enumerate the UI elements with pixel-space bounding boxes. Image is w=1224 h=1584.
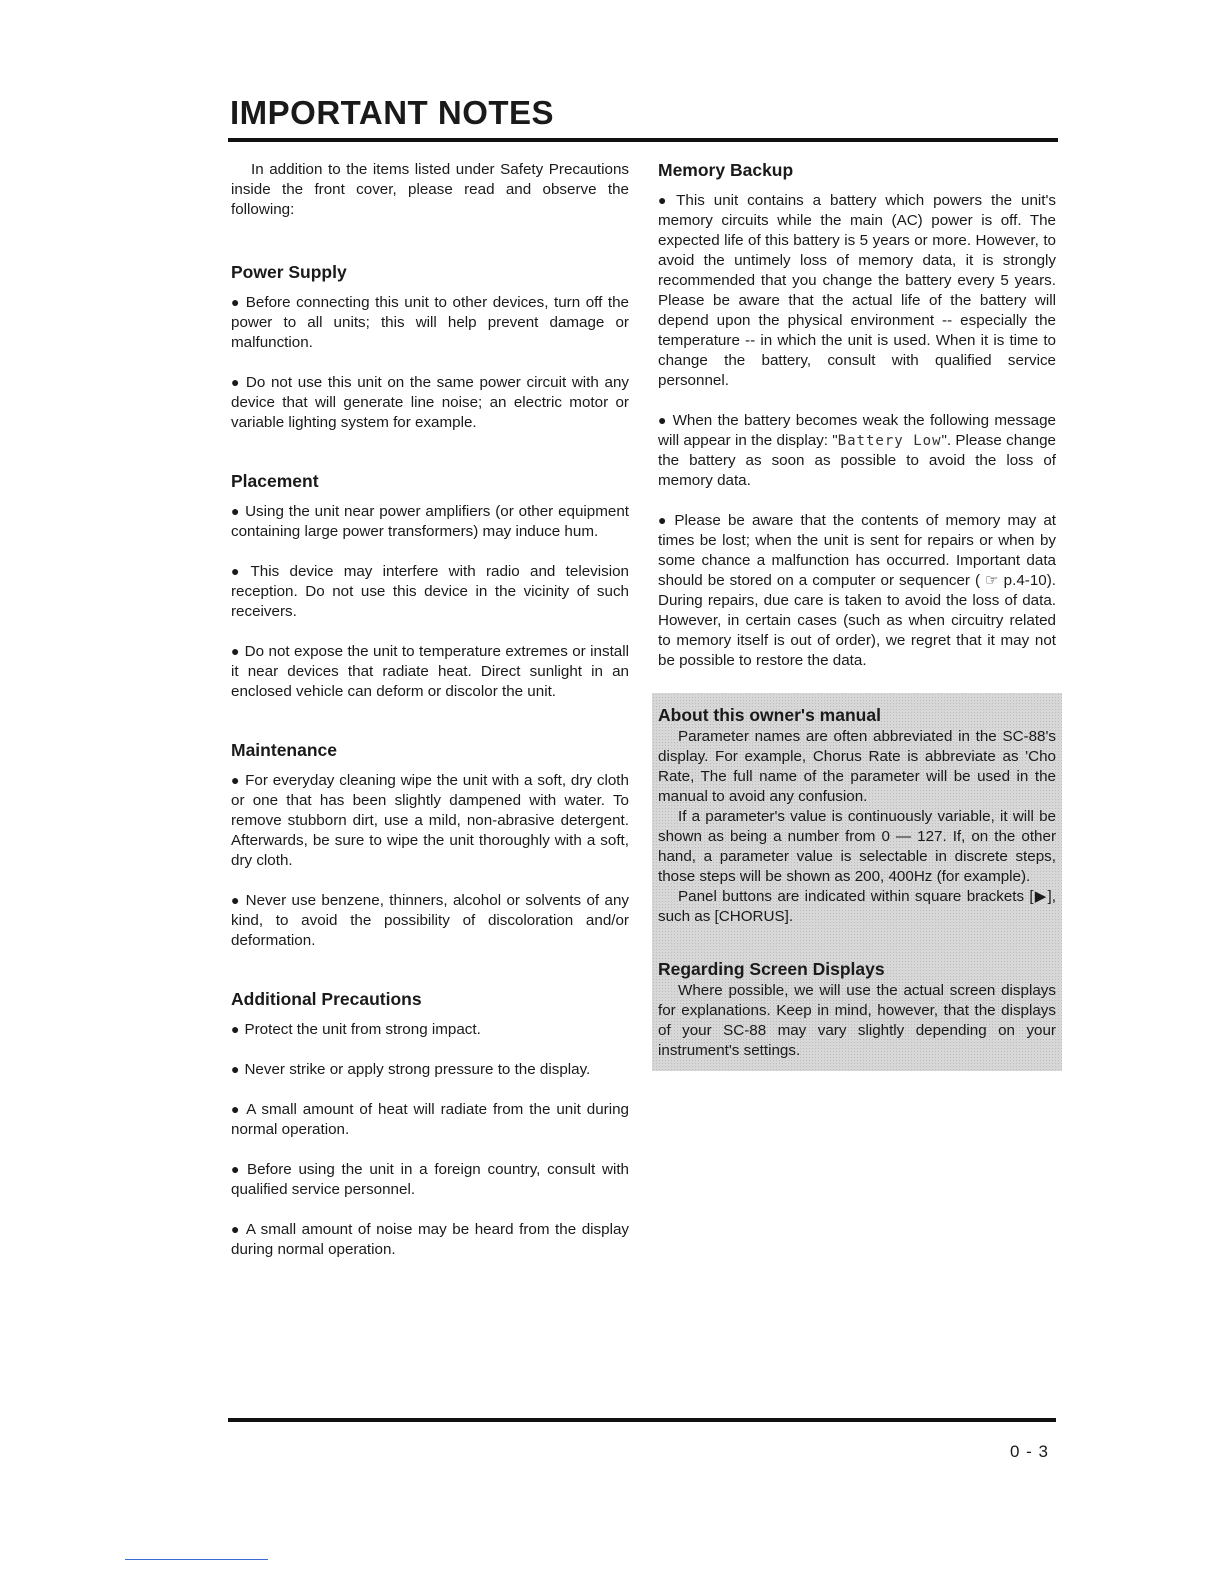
- memory-backup-item-1: ● This unit contains a battery which powers the unit's memory circuits while the main (AC) power is off. The expected life of this battery is 5 years or more. However, to avoid the untimely loss of memory data, it is strongly recommended that you change the battery every 5 years. Please be aware that the actual life of the battery will depend upon the physical environment -- especially the temperature -- in which the unit is used. When it is time to change the battery, consult with qualified service personnel.: [658, 192, 1056, 389]
- about-manual-heading: About this owner's manual: [658, 705, 881, 725]
- bullet-icon: ●: [231, 294, 241, 310]
- bullet-icon: ●: [231, 503, 241, 519]
- power-supply-item-2: ● Do not use this unit on the same power circuit with any device that will generate line noise; an electric motor or variable lighting system for example.: [231, 374, 629, 431]
- left-column: [231, 160, 629, 1279]
- lcd-display-text: Battery Low: [837, 433, 942, 449]
- power-supply-section: [231, 262, 629, 433]
- intro-paragraph: In addition to the items listed under Safety Precautions inside the front cover, please read and observe the following:: [231, 161, 629, 218]
- screen-displays-heading: Regarding Screen Displays: [658, 959, 885, 979]
- precaution-item-5: ● A small amount of noise may be heard from the display during normal operation.: [231, 1221, 629, 1258]
- bullet-icon: ●: [658, 412, 668, 428]
- page-number: 0 - 3: [1010, 1442, 1050, 1461]
- maintenance-heading: Maintenance: [231, 740, 337, 760]
- placement-section: [231, 471, 629, 702]
- maintenance-item-2: ● Never use benzene, thinners, alcohol or solvents of any kind, to avoid the possibility of discoloration and/or deformation.: [231, 892, 630, 949]
- page-title: IMPORTANT NOTES: [230, 94, 555, 131]
- memory-backup-item-2: ● When the battery becomes weak the following message will appear in the display: "Battery Low". Please change the battery as soon as possible to avoid the loss of memory data.: [658, 412, 1056, 489]
- maintenance-item-1: ● For everyday cleaning wipe the unit with a soft, dry cloth or one that has been slightly dampened with water. To remove stubborn dirt, use a mild, non-abrasive detergent. Afterwards, be sure to wipe the unit thoroughly with a soft, dry cloth.: [231, 772, 629, 869]
- bullet-icon: ●: [231, 772, 241, 788]
- placement-item-1: ● Using the unit near power amplifiers (or other equipment containing large power transformers) may induce hum.: [231, 503, 629, 540]
- bullet-icon: ●: [231, 1161, 242, 1177]
- bullet-icon: ●: [658, 512, 670, 528]
- about-manual-paragraph-3: Panel buttons are indicated within square brackets [▶], such as [CHORUS].: [658, 888, 1056, 925]
- precaution-item-1: ● Protect the unit from strong impact.: [231, 1021, 481, 1038]
- placement-item-3: ● Do not expose the unit to temperature extremes or install it near devices that radiate heat. Direct sunlight in an enclosed vehicle can deform or discolor the unit.: [231, 643, 629, 700]
- about-manual-paragraph-1: Parameter names are often abbreviated in the SC-88's display. For example, Chorus Rate is abbreviate as 'Cho Rate, The full name of the parameter will be used in the manual to avoid any confusion.: [658, 728, 1056, 805]
- screen-displays-paragraph: Where possible, we will use the actual screen displays for explanations. Keep in mind, however, that the displays of your SC-88 may vary slightly depending on your instrument's settings.: [658, 982, 1056, 1059]
- placement-heading: Placement: [231, 471, 319, 491]
- bullet-icon: ●: [658, 192, 672, 208]
- corner-line: [125, 1559, 268, 1560]
- about-manual-paragraph-2: If a parameter's value is continuously variable, it will be shown as being a number from 0 — 127. If, on the other hand, a parameter value is selectable in discrete steps, those steps will be shown as 200, 400Hz (for example).: [658, 808, 1056, 885]
- bullet-icon: ●: [231, 1061, 240, 1077]
- manual-notes-box: [652, 693, 1062, 1071]
- precaution-item-4: ● Before using the unit in a foreign country, consult with qualified service personnel.: [231, 1161, 629, 1198]
- additional-precautions-section: [231, 989, 629, 1260]
- footer-rule: [228, 1418, 1056, 1422]
- title-rule: [228, 138, 1058, 142]
- bullet-icon: ●: [231, 563, 246, 579]
- precaution-item-2: ● Never strike or apply strong pressure to the display.: [231, 1061, 591, 1078]
- additional-precautions-heading: Additional Precautions: [231, 989, 422, 1009]
- bullet-icon: ●: [231, 892, 241, 908]
- bullet-icon: ●: [231, 643, 240, 659]
- page-reference-icon: ☞: [985, 572, 999, 589]
- precaution-item-3: ● A small amount of heat will radiate from the unit during normal operation.: [231, 1101, 629, 1138]
- memory-backup-heading: Memory Backup: [658, 160, 794, 180]
- right-column: [658, 160, 1056, 1071]
- memory-backup-item-3: ● Please be aware that the contents of memory may at times be lost; when the unit is sent for repairs or when by some chance a malfunction has occurred. Important data should be stored on a computer or sequencer ( ☞ p.4-10). During repairs, due care is taken to avoid the loss of data. However, in certain cases (such as when circuitry related to memory itself is out of order), we regret that it may not be possible to restore the data.: [658, 512, 1057, 669]
- bullet-icon: ●: [231, 374, 241, 390]
- maintenance-section: [231, 740, 629, 951]
- placement-item-2: ● This device may interfere with radio and television reception. Do not use this device in the vicinity of such receivers.: [231, 563, 629, 620]
- bullet-icon: ●: [231, 1021, 240, 1037]
- power-supply-item-1: ● Before connecting this unit to other devices, turn off the power to all units; this will help prevent damage or malfunction.: [231, 294, 629, 351]
- power-supply-heading: Power Supply: [231, 262, 347, 282]
- memory-backup-section: [658, 160, 1056, 671]
- bullet-icon: ●: [231, 1101, 242, 1117]
- bullet-icon: ●: [231, 1221, 241, 1237]
